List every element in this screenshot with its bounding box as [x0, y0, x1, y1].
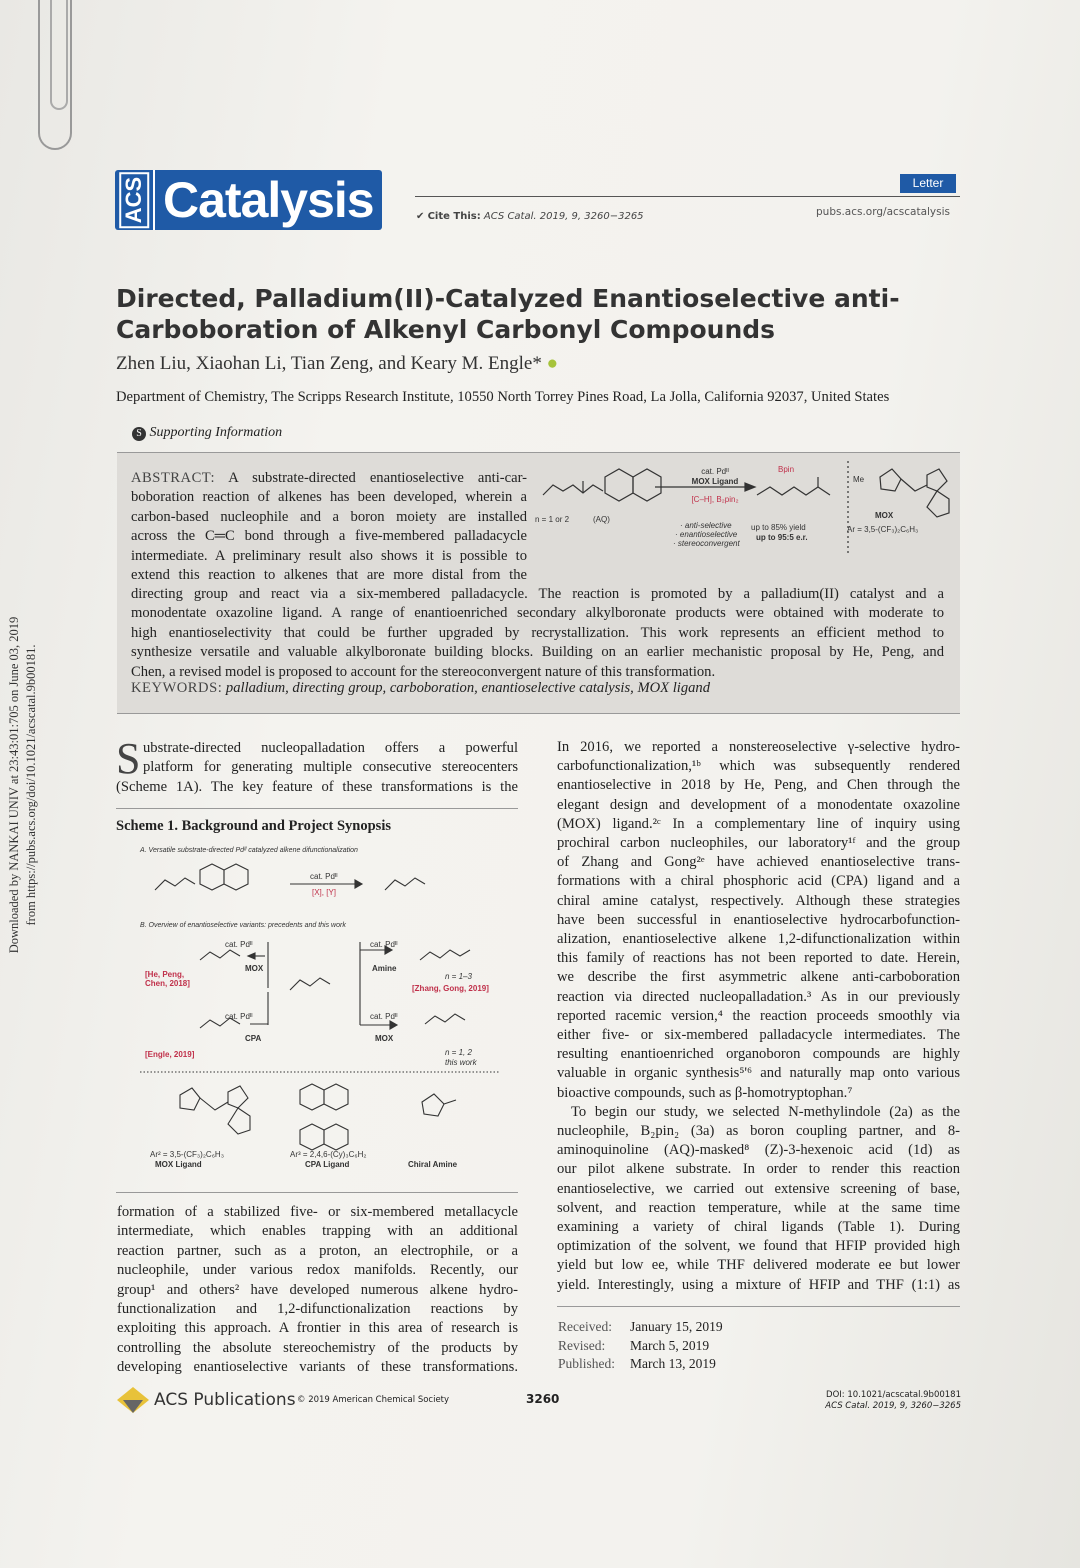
toc-bpin: Bpin [778, 465, 795, 474]
doi[interactable]: DOI: 10.1021/acscatal.9b00181 [826, 1390, 961, 1400]
scheme-reference: [Zhang, Gong, 2019] [412, 984, 489, 993]
text-line: exploiting this approach. A frontier in this area of research is [117, 1320, 518, 1337]
text-line: alization, enantioselective alkene 1,2-difunctionalization within [557, 931, 960, 948]
text-line: In 2016, we reported a nonstereoselective γ-selective hydro- [557, 739, 960, 755]
abstract-line: carbon-based nucleophile and a boron moiety are installed [131, 508, 527, 525]
copyright: © 2019 American Chemical Society [297, 1395, 450, 1405]
scheme-condition: MOX [375, 1034, 394, 1043]
text-line: aminoquinoline (AQ)-masked⁸ (Z)-3-hexenoic acid (1d) as [557, 1142, 960, 1159]
acs-hexagon-icon [117, 1387, 149, 1413]
text-line: reaction via directed nucleopalladation.³ As in our previously [557, 988, 960, 1005]
text-line: To begin our study, we selected N-methylindole (2a) as the [571, 1103, 960, 1120]
abstract-short [131, 469, 527, 585]
scheme-n-label: n = 1, 2 [445, 1048, 472, 1057]
scheme-rule [116, 1192, 518, 1193]
toc-er: up to 95:5 e.r. [756, 533, 808, 542]
scheme-part-a: A. Versatile substrate-directed Pdᴵᴵ catalyzed alkene difunctionalization [140, 847, 358, 854]
date-label: Received: [558, 1319, 612, 1334]
acs-logo-text: ACS [119, 172, 149, 228]
article-dates [558, 1318, 723, 1374]
scheme-part-b: B. Overview of enantioselective variants: precedents and this work [140, 922, 346, 929]
scheme-condition: cat. Pdᴵᴵ [370, 940, 398, 949]
scheme-n-label: n = 1–3 [445, 972, 472, 981]
text-line: ubstrate-directed nucleopalladation offers a powerful [143, 740, 518, 756]
supporting-information-link[interactable] [132, 425, 282, 441]
abstract-line: directing group and react via a six-membered palladacycle. The reaction is promoted by a palladium(II) catalyst and a [131, 586, 944, 602]
text-line: prochiral carbon nucleophiles, our laboratory¹ᶠ and the group [557, 835, 960, 852]
drop-cap: S [116, 734, 141, 783]
text-line: examining a variety of chiral ligands (Table 1). During [557, 1219, 960, 1236]
side-note-line: Downloaded by NANKAI UNIV at 23:43:01:705 on June 03, 2019 [7, 616, 21, 954]
text-line: (MOX) ligand.²ᶜ In a complementary line of inquiry using [557, 815, 960, 832]
cite-text: ACS Catal. 2019, 9, 3260−3265 [483, 211, 644, 222]
date-label: Published: [558, 1356, 616, 1372]
text-line: formations with a chiral phosphoric acid (CPA) ligand and a [557, 873, 960, 890]
author-list: Zhen Liu, Xiaohan Li, Tian Zeng, and Keary M. Engle* [116, 353, 542, 374]
text-line: group¹ and others² have developed numerous alkene hydro- [117, 1281, 518, 1298]
text-line: either five- or six-membered palladacycle intermediates. The [557, 1027, 960, 1044]
toc-yield: up to 85% yield [751, 523, 806, 532]
abstract-line: intermediate. A preliminary result also shows it is possible to [131, 547, 527, 564]
scheme-condition: cat. Pdᴵᴵ [225, 940, 253, 949]
article-title [116, 283, 900, 345]
text-line: carbofunctionalization,¹ᵇ which was subsequently rendered [557, 758, 960, 775]
toc-bullet: · anti-selective [680, 521, 732, 530]
scheme-condition: [X], [Y] [312, 888, 337, 897]
ligand-name: MOX Ligand [155, 1160, 202, 1169]
text-line: controlling the absolute stereochemistry of the products by [117, 1339, 518, 1356]
toc-mox: MOX [875, 511, 894, 520]
text-line: (Scheme 1A). The key feature of these transformations is the [116, 779, 518, 795]
check-icon: ✔ [416, 211, 425, 222]
page-number: 3260 [526, 1392, 560, 1406]
dates-rule [557, 1306, 960, 1307]
text-line: resulting enantioenriched organoboron compounds are highly [557, 1046, 960, 1063]
journal-name: Catalysis [163, 172, 374, 228]
ligand-sub: Ar² = 3,5-(CF₃)₂C₆H₃ [150, 1150, 224, 1159]
abstract-line: high enantioselectivity that could be further upgraded by recrystallization. This work represents an efficient method to [131, 624, 944, 641]
scheme-condition: CPA [245, 1034, 262, 1043]
date-value: March 5, 2019 [630, 1337, 710, 1353]
text-line: yield. Interestingly, using a mixture of HFIP and THF (1:1) as [557, 1276, 960, 1293]
text-line: developing enantioselective variants of these transformations. [117, 1359, 518, 1376]
toc-condition: [C–H], B₂pin₂ [691, 495, 739, 504]
text-line: reaction partner, such as a proton, an electrophile, or a [117, 1242, 518, 1259]
journal-url[interactable]: pubs.acs.org/acscatalysis [816, 206, 950, 218]
side-note-line: from https://pubs.acs.org/doi/10.1021/acscatal.9b00181. [24, 644, 38, 926]
text-line: chiral amine catalyst, respectively. Although these strategies [557, 892, 960, 909]
ligand-name: Chiral Amine [408, 1160, 458, 1169]
scheme-condition: cat. Pdᴵᴵ [370, 1012, 398, 1021]
text-line: our pilot alkene substrate. In order to render this reaction [557, 1161, 960, 1178]
text-line: formation of a stabilized five- or six-membered metallacycle [117, 1204, 518, 1220]
text-line: intermediate, which enables trapping with an additional [117, 1223, 518, 1240]
paragraph-2 [117, 1203, 518, 1378]
abstract-label: ABSTRACT: [131, 470, 216, 486]
abstract-line: across the C═C bond through a five-membered palladacycle [131, 528, 527, 545]
scheme-1 [140, 840, 500, 1180]
scheme-reference: this work [445, 1058, 477, 1067]
supporting-info-icon: S [132, 427, 146, 441]
text-line: of Zhang and Gong²ᵉ have achieved enantioselective trans- [557, 854, 960, 871]
text-line: elegant design and development of a monodentate oxazoline [557, 796, 960, 813]
keywords-list: palladium, directing group, carboboration, enantioselective catalysis, MOX ligand [225, 680, 711, 696]
authors [116, 353, 558, 375]
text-line: have been successful in enantioselective hydrocarbofunction- [557, 911, 960, 928]
right-column-text [557, 738, 960, 1295]
ligand-sub: Ar³ = 2,4,6-(Cy)₃C₆H₂ [290, 1150, 367, 1159]
text-line: yield but low ee, while THF delivered moderate ee but lower [557, 1257, 960, 1274]
scheme-reference: [Engle, 2019] [145, 1050, 195, 1059]
toc-aq-label: (AQ) [593, 515, 610, 524]
text-line: reported racemic version,⁴ the reaction proceeds smoothly via [557, 1007, 960, 1024]
toc-ar: Ar = 3,5-(CF₃)₂C₆H₃ [847, 525, 919, 534]
affiliation: Department of Chemistry, The Scripps Research Institute, 10550 North Torrey Pines Road, La Jolla, California 92037, United States [116, 389, 890, 405]
scheme-condition: Amine [372, 964, 397, 973]
supporting-label: Supporting Information [149, 425, 283, 440]
text-line: enantioselective, we carried out extensive screening of base, [557, 1180, 960, 1197]
scheme-condition: MOX [245, 964, 264, 973]
ligand-name: CPA Ligand [305, 1160, 350, 1169]
footer-citation: ACS Catal. 2019, 9, 3260−3265 [825, 1401, 961, 1411]
toc-me: Me [853, 475, 865, 484]
keywords [131, 679, 710, 698]
abstract-line: A substrate-directed enantioselective anti-car- [228, 470, 527, 486]
title-line: Carboboration of Alkenyl Carbonyl Compounds [116, 315, 776, 344]
abstract-line: extend this reaction to alkenes that are more distal from the [131, 567, 527, 584]
scheme-title: Scheme 1. Background and Project Synopsis [116, 818, 391, 834]
date-value: March 13, 2019 [630, 1356, 716, 1372]
cite-this[interactable] [416, 211, 644, 222]
scheme-rule [116, 808, 518, 809]
toc-condition: MOX Ligand [691, 477, 739, 486]
text-line: bioactive compounds, such as β-homotryptophan.⁷ [557, 1084, 853, 1101]
journal-logo [115, 170, 382, 230]
side-download-note [6, 595, 40, 975]
text-line: solvent, and reaction temperature, while at the same time [557, 1199, 960, 1216]
date-value: January 15, 2019 [630, 1319, 723, 1334]
text-line: valuable in organic synthesis⁵'⁶ and naturally map onto various [557, 1065, 960, 1082]
intro-paragraph [143, 739, 518, 778]
orcid-icon[interactable]: ● [546, 353, 559, 374]
text-line: optimization of the solvent, we found that HFIP provided high [557, 1238, 960, 1255]
toc-bullet: · stereoconvergent [673, 539, 740, 548]
text-line: nucleophile, B₂pin₂ (3a) as boron coupling partner, and 8- [557, 1123, 960, 1140]
abstract-full [131, 585, 944, 682]
text-line: functionalization and 1,2-difunctionalization reactions by [117, 1301, 518, 1318]
abstract-line: synthesize versatile and valuable alkylboronate building blocks. Building on an earlier mechanistic proposal by He, Peng, and [131, 644, 944, 661]
title-line: Directed, Palladium(II)-Catalyzed Enantioselective anti- [116, 284, 900, 313]
scheme-condition: cat. Pdᴵᴵ [225, 1012, 253, 1021]
toc-n-label: n = 1 or 2 [535, 515, 570, 524]
article-type-badge: Letter [900, 174, 956, 193]
scheme-condition: cat. Pdᴵᴵ [310, 872, 338, 881]
toc-graphic [535, 455, 955, 560]
cite-label: Cite This: [427, 211, 481, 222]
scheme-reference: [He, Peng, Chen, 2018] [145, 970, 190, 988]
abstract-line: boboration reaction of alkenes has been developed, wherein a [131, 489, 527, 506]
keywords-label: KEYWORDS: [131, 680, 223, 696]
acs-publications-text: ACS Publications [154, 1390, 296, 1410]
text-line: enantioselective in 2018 by He, Peng, and Chen through the [557, 777, 960, 794]
footer-doi [760, 1390, 961, 1412]
date-label: Revised: [558, 1337, 606, 1353]
acs-publications-logo [117, 1387, 296, 1413]
paper-clip-inner [50, 0, 68, 110]
header-rule [415, 196, 960, 197]
text-line: nucleophile, under various redox manifolds. Recently, our [117, 1262, 518, 1279]
text-line: platform for generating multiple consecutive stereocenters [143, 759, 518, 776]
text-line: this family of reactions has not been reported to date. Herein, [557, 950, 960, 967]
text-line: we describe the first asymmetric alkene anti-carboboration [557, 969, 960, 986]
intro-paragraph-end [116, 778, 518, 797]
toc-condition: cat. Pdᴵᴵ [701, 467, 729, 476]
abstract-line: Chen, a revised model is proposed to account for the stereoconvergent nature of this transformation. [131, 663, 716, 680]
abstract-line: monodentate oxazoline ligand. A range of enantioenriched secondary alkylboronate products were obtained with moderate to [131, 605, 944, 622]
toc-bullet: · enantioselective [675, 530, 738, 539]
